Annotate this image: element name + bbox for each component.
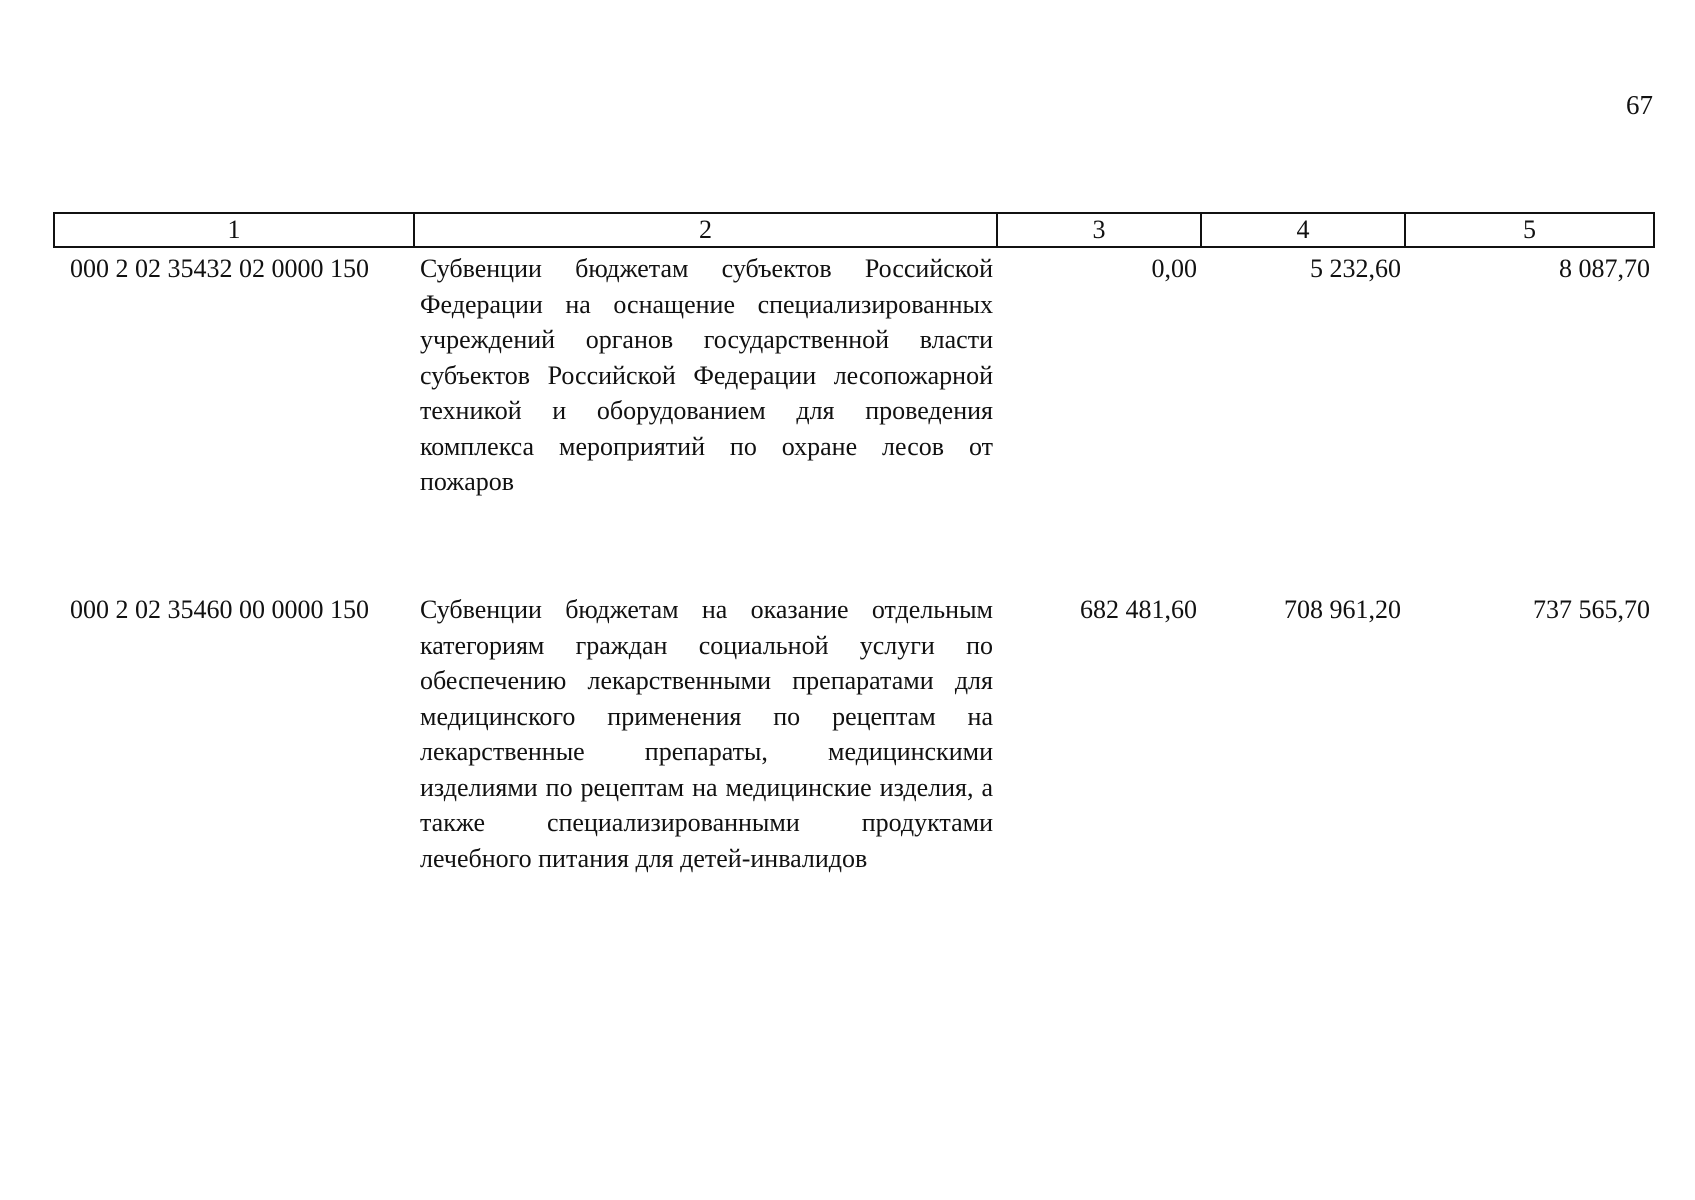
budget-table [53, 212, 1655, 952]
amount-col3-cell: 682 481,60 [1080, 595, 1197, 624]
budget-code-cell: 000 2 02 35460 00 0000 150 [70, 595, 369, 624]
table-row [54, 247, 1654, 589]
amount-col5-cell: 8 087,70 [1559, 254, 1650, 283]
budget-code-cell: 000 2 02 35432 02 0000 150 [70, 254, 369, 283]
column-header-2: 2 [414, 213, 997, 247]
amount-col5-cell: 737 565,70 [1533, 595, 1650, 624]
column-header-1: 1 [54, 213, 414, 247]
column-header-5: 5 [1405, 213, 1654, 247]
description-cell: Субвенции бюджетам на оказание отдельным категориям граждан социальной услуги по обеспечению лекарственными препаратами для медицинского применения по рецептам на лекарственные препараты, медицинскими изделиями по рецептам на медицинские изделия, а также специализированными продуктами лечебного питания для детей-инвалидов [420, 595, 993, 873]
description-cell: Субвенции бюджетам субъектов Российской Федерации на оснащение специализированных учреждений органов государственной власти субъектов Российской Федерации лесопожарной техникой и оборудованием для проведения комплекса мероприятий по охране лесов от пожаров [420, 254, 993, 496]
column-header-4: 4 [1201, 213, 1405, 247]
column-header-3: 3 [997, 213, 1201, 247]
page-number: 67 [1626, 90, 1653, 120]
table-header-row [54, 213, 1654, 247]
amount-col4-cell: 708 961,20 [1284, 595, 1401, 624]
amount-col3-cell: 0,00 [1151, 254, 1197, 283]
table-row [54, 589, 1654, 952]
amount-col4-cell: 5 232,60 [1310, 254, 1401, 283]
